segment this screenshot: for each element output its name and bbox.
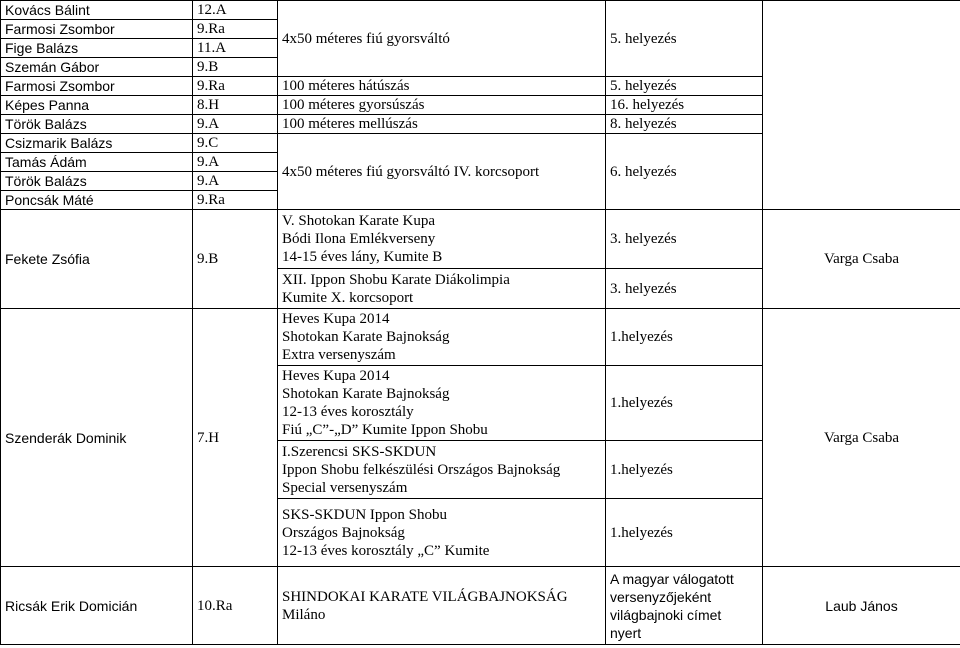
student-name: Török Balázs (1, 172, 193, 191)
result-cell: 1.helyezés (606, 441, 763, 499)
result-line: nyert (610, 624, 642, 641)
event-line: 12-13 éves korosztály „C” Kumite (282, 542, 490, 559)
result-cell (606, 567, 763, 645)
event-cell (278, 499, 606, 567)
coach-cell: Varga Csaba (763, 309, 960, 567)
event-line: Ippon Shobu felkészülési Országos Bajnokság (282, 461, 561, 478)
coach-cell-empty (763, 1, 960, 210)
table-row (1, 1, 960, 20)
student-name: Török Balázs (1, 115, 193, 134)
result-cell: 16. helyezés (606, 96, 763, 115)
event-line: Országos Bajnokság (282, 524, 405, 541)
student-class: 9.Ra (193, 191, 278, 210)
event-line: Kumite X. korcsoport (282, 289, 414, 306)
student-class: 9.A (193, 115, 278, 134)
student-name: Fige Balázs (1, 39, 193, 58)
result-cell: 5. helyezés (606, 1, 763, 77)
student-class: 9.A (193, 172, 278, 191)
student-name: Kovács Bálint (1, 1, 193, 20)
event-line: Shotokan Karate Bajnokság (282, 386, 450, 402)
event-cell (278, 567, 606, 645)
event-line: Fiú „C”-„D” Kumite Ippon Shobu (282, 422, 488, 438)
event-cell (278, 210, 606, 269)
student-name: Poncsák Máté (1, 191, 193, 210)
student-class: 8.H (193, 96, 278, 115)
event-cell: 100 méteres mellúszás (278, 115, 606, 134)
event-line: I.Szerencsi SKS-SKDUN (282, 443, 437, 460)
event-cell: 4x50 méteres fiú gyorsváltó IV. korcsoport (278, 134, 606, 210)
result-cell: 6. helyezés (606, 134, 763, 210)
event-line: V. Shotokan Karate Kupa (282, 213, 436, 229)
student-class: 9.C (193, 134, 278, 153)
event-line: SHINDOKAI KARATE VILÁGBAJNOKSÁG (282, 588, 568, 605)
event-cell (278, 309, 606, 366)
student-class: 10.Ra (193, 567, 278, 645)
student-name: Farmosi Zsombor (1, 20, 193, 39)
student-class: 9.Ra (193, 20, 278, 39)
event-cell (278, 366, 606, 441)
table-row (1, 309, 960, 366)
event-cell (278, 269, 606, 309)
event-line: Shotokan Karate Bajnokság (282, 329, 450, 345)
event-line: Heves Kupa 2014 (282, 311, 390, 327)
event-line: 14-15 éves lány, Kumite B (282, 249, 443, 265)
student-name: Tamás Ádám (1, 153, 193, 172)
event-line: Bódi Ilona Emlékverseny (282, 231, 436, 247)
student-class: 9.Ra (193, 77, 278, 96)
event-line: SKS-SKDUN Ippon Shobu (282, 506, 448, 523)
result-line: világbajnoki címet (610, 606, 722, 623)
event-line: Extra versenyszám (282, 347, 396, 363)
student-name: Képes Panna (1, 96, 193, 115)
result-cell: 1.helyezés (606, 309, 763, 366)
result-cell: 1.helyezés (606, 499, 763, 567)
event-cell: 4x50 méteres fiú gyorsváltó (278, 1, 606, 77)
student-name: Csizmarik Balázs (1, 134, 193, 153)
event-line: XII. Ippon Shobu Karate Diákolimpia (282, 271, 510, 288)
result-cell: 8. helyezés (606, 115, 763, 134)
event-line: Special versenyszám (282, 479, 408, 496)
student-class: 7.H (193, 309, 278, 567)
result-line: A magyar válogatott (610, 570, 734, 587)
result-cell: 5. helyezés (606, 77, 763, 96)
result-line: versenyzőjeként (610, 588, 712, 605)
result-cell: 1.helyezés (606, 366, 763, 441)
event-cell (278, 441, 606, 499)
student-name: Fekete Zsófia (1, 210, 193, 309)
student-name: Farmosi Zsombor (1, 77, 193, 96)
event-cell: 100 méteres hátúszás (278, 77, 606, 96)
student-class: 9.A (193, 153, 278, 172)
student-class: 9.B (193, 210, 278, 309)
table-row (1, 567, 960, 645)
result-cell: 3. helyezés (606, 210, 763, 269)
coach-cell: Laub János (763, 567, 960, 645)
student-name: Ricsák Erik Domicián (1, 567, 193, 645)
event-line: Heves Kupa 2014 (282, 368, 390, 384)
student-class: 12.A (193, 1, 278, 20)
event-line: 12-13 éves korosztály (282, 404, 414, 420)
student-class: 11.A (193, 39, 278, 58)
student-name: Szemán Gábor (1, 58, 193, 77)
table-row (1, 210, 960, 269)
student-class: 9.B (193, 58, 278, 77)
coach-cell: Varga Csaba (763, 210, 960, 309)
result-cell: 3. helyezés (606, 269, 763, 309)
event-line: Miláno (282, 606, 326, 623)
student-name: Szenderák Dominik (1, 309, 193, 567)
event-cell: 100 méteres gyorsúszás (278, 96, 606, 115)
